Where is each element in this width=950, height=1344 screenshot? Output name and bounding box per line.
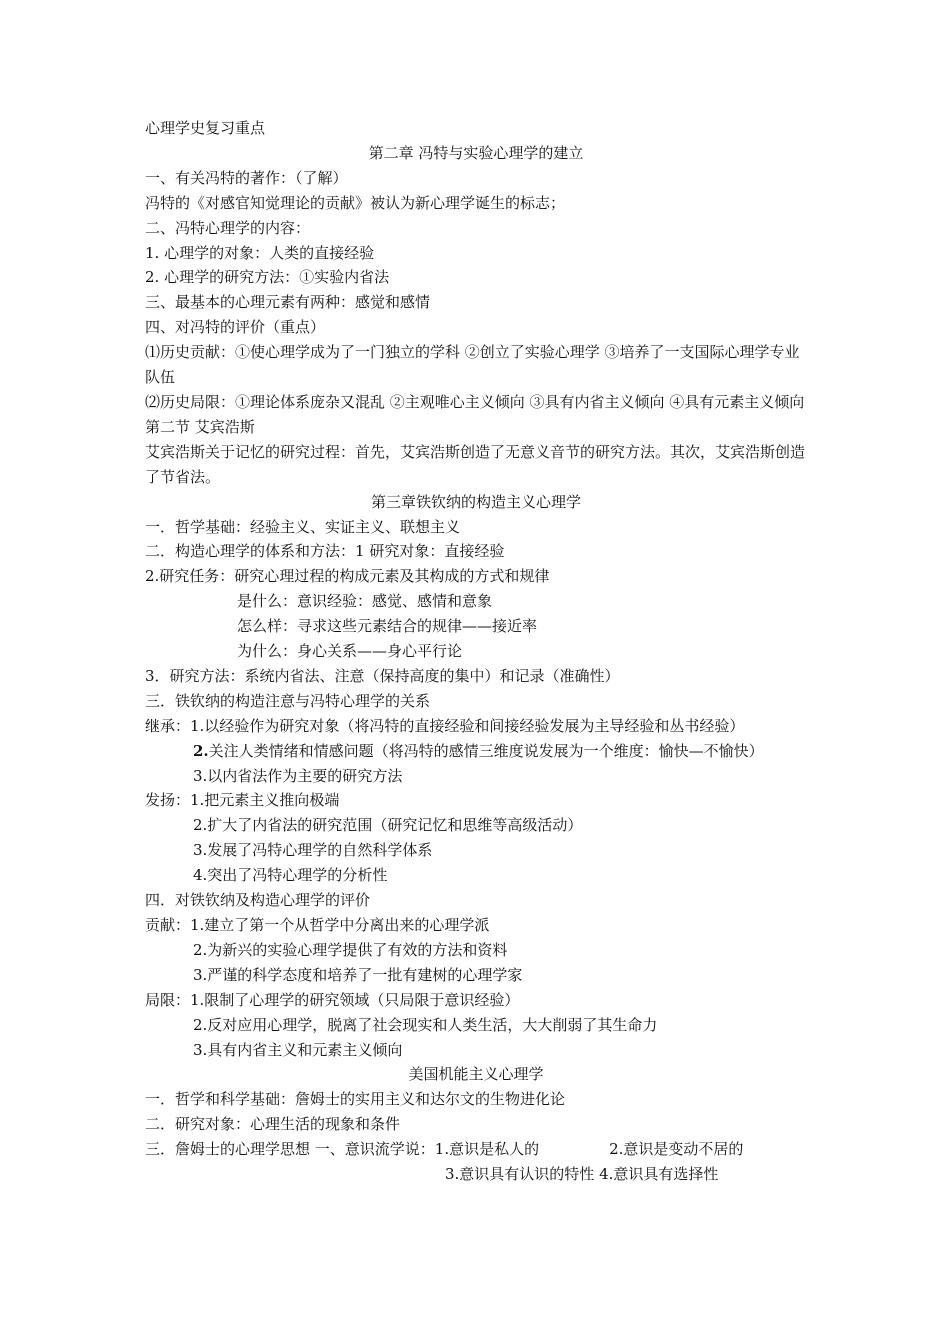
paragraph: 三．铁钦纳的构造注意与冯特心理学的关系 (145, 691, 431, 710)
list-item: 为什么：身心关系——身心平行论 (237, 642, 463, 661)
item-text: 关注人类情绪和情感问题（将冯特的感情三维度说发展为一个维度：愉快—不愉快） (208, 741, 764, 760)
document-page (145, 116, 807, 1187)
list-item: 贡献：1.建立了第一个从哲学中分离出来的心理学派 (145, 916, 490, 934)
list-item: 2.反对应用心理学，脱离了社会现实和人类生活，大大削弱了其生命力 (193, 1015, 658, 1034)
paragraph: 二．研究对象：心理生活的现象和条件 (145, 1115, 401, 1134)
paragraph: ⑵历史局限：①理论体系庞杂又混乱 ②主观唯心主义倾向 ③具有内省主义倾向 ④具有元素主义倾向 (145, 392, 805, 411)
list-item: 2. 心理学的研究方法：①实验内省法 (145, 268, 390, 287)
list-item: 3.发展了冯特心理学的自然科学体系 (193, 841, 433, 860)
section-heading: 第二节 艾宾浩斯 (145, 417, 255, 436)
list-item: 局限：1.限制了心理学的研究领域（只局限于意识经验） (145, 990, 520, 1009)
paragraph: 一、有关冯特的著作：（了解） (145, 168, 348, 187)
list-item: 怎么样：寻求这些元素结合的规律——接近率 (237, 617, 538, 636)
item-text: 三．詹姆士的心理学思想 一、意识流学说：1.意识是私人的 (145, 1140, 540, 1159)
paragraph (145, 1137, 807, 1162)
paragraph: 三、最基本的心理元素有两种：感觉和感情 (145, 293, 431, 312)
paragraph: 四、对冯特的评价（重点） (145, 318, 326, 337)
list-item: 2.扩大了内省法的研究范围（研究记忆和思维等高级活动） (193, 816, 583, 835)
chapter-3-heading: 第三章铁钦纳的构造主义心理学 (370, 492, 581, 511)
list-item: 1. 心理学的对象：人类的直接经验 (145, 243, 375, 262)
paragraph: 一．哲学基础：经验主义、实证主义、联想主义 (145, 517, 461, 536)
paragraph: 冯特的《对感官知觉理论的贡献》被认为新心理学诞生的标志； (145, 193, 566, 212)
document-title: 心理学史复习重点 (145, 119, 266, 137)
chapter-2-heading: 第二章 冯特与实验心理学的建立 (368, 143, 584, 162)
item-text: 2.意识是变动不居的 (609, 1140, 744, 1159)
list-item: 4.突出了冯特心理学的分析性 (193, 866, 388, 885)
list-item: 3.以内省法作为主要的研究方法 (193, 766, 403, 785)
chapter-4-heading: 美国机能主义心理学 (408, 1065, 544, 1084)
paragraph: 二．构造心理学的体系和方法：1 研究对象：直接经验 (145, 542, 505, 561)
paragraph: 2.研究任务：研究心理过程的构成元素及其构成的方式和规律 (145, 567, 550, 586)
list-item: 发扬：1.把元素主义推向极端 (145, 791, 340, 810)
paragraph: 四．对铁钦纳及构造心理学的评价 (145, 891, 371, 910)
paragraph: 一．哲学和科学基础：詹姆士的实用主义和达尔文的生物进化论 (145, 1090, 566, 1109)
list-item: 3.意识具有认识的特性 4.意识具有选择性 (445, 1165, 719, 1184)
list-item: 是什么：意识经验：感觉、感情和意象 (237, 592, 493, 611)
list-item: 3.具有内省主义和元素主义倾向 (193, 1040, 403, 1059)
list-item: 3.严谨的科学态度和培养了一批有建树的心理学家 (193, 965, 523, 984)
paragraph: 二、冯特心理学的内容： (145, 218, 311, 237)
item-number: 2. (193, 741, 209, 760)
list-item (145, 739, 807, 764)
paragraph: ⑴历史贡献：①使心理学成为了一门独立的学科 ②创立了实验心理学 ③培养了一支国际心理学专业队伍 (145, 343, 800, 387)
list-item: 2.为新兴的实验心理学提供了有效的方法和资料 (193, 940, 508, 959)
paragraph: 艾宾浩斯关于记忆的研究过程：首先，艾宾浩斯创造了无意义音节的研究方法。其次，艾宾浩斯创造了节省法。 (145, 442, 806, 486)
list-item: 继承：1.以经验作为研究对象（将冯特的直接经验和间接经验发展为主导经验和丛书经验） (145, 716, 745, 735)
paragraph: 3．研究方法：系统内省法、注意（保持高度的集中）和记录（准确性） (145, 666, 620, 685)
